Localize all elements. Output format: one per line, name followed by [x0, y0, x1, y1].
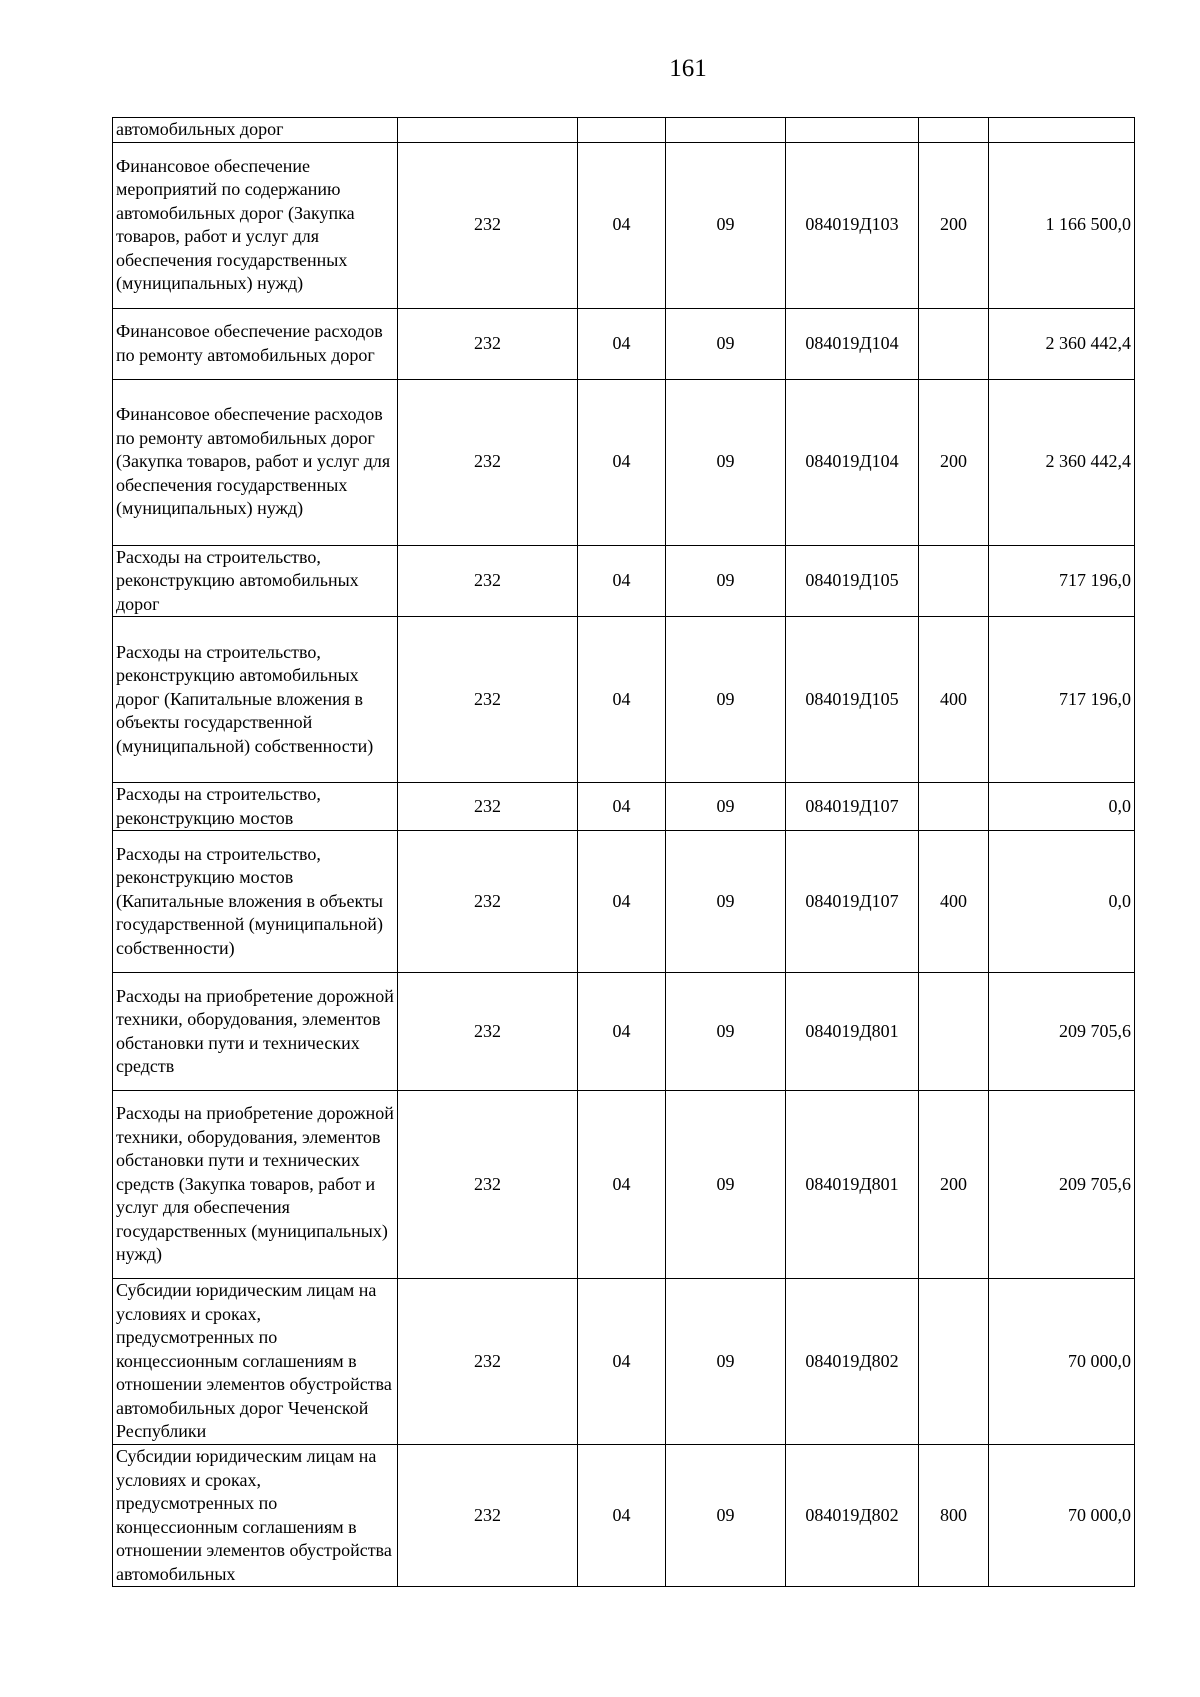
expense-type-cell: 400 [919, 831, 989, 973]
admin-code-cell: 232 [398, 308, 578, 379]
section-code-cell: 04 [578, 831, 666, 973]
amount-cell: 209 705,6 [989, 973, 1135, 1091]
target-article-cell: 084019Д104 [786, 308, 919, 379]
subsection-code-cell: 09 [666, 1445, 786, 1587]
expense-name-cell: Расходы на строительство, реконструкцию мостов (Капитальные вложения в объекты государственной (муниципальной) собственности) [113, 831, 398, 973]
table-row [113, 1091, 1135, 1279]
table-row [113, 1279, 1135, 1445]
expense-type-cell: 400 [919, 617, 989, 783]
subsection-code-cell [666, 118, 786, 143]
expense-type-cell: 200 [919, 142, 989, 308]
admin-code-cell: 232 [398, 831, 578, 973]
subsection-code-cell: 09 [666, 1091, 786, 1279]
section-code-cell: 04 [578, 1279, 666, 1445]
expense-name-cell: Субсидии юридическим лицам на условиях и сроках, предусмотренных по концессионным соглашениям в отношении элементов обустройства автомобильных [113, 1445, 398, 1587]
subsection-code-cell: 09 [666, 831, 786, 973]
expense-name-cell: Расходы на приобретение дорожной техники, оборудования, элементов обстановки пути и технических средств (Закупка товаров, работ и услуг для обеспечения государственных (муниципальных) нужд) [113, 1091, 398, 1279]
expense-name-cell: Финансовое обеспечение расходов по ремонту автомобильных дорог [113, 308, 398, 379]
section-code-cell [578, 118, 666, 143]
target-article-cell: 084019Д802 [786, 1445, 919, 1587]
expense-name-cell: Расходы на строительство, реконструкцию автомобильных дорог [113, 545, 398, 617]
expense-type-cell [919, 973, 989, 1091]
subsection-code-cell: 09 [666, 142, 786, 308]
expense-type-cell: 200 [919, 1091, 989, 1279]
amount-cell: 1 166 500,0 [989, 142, 1135, 308]
expense-type-cell [919, 118, 989, 143]
amount-cell: 0,0 [989, 783, 1135, 831]
admin-code-cell: 232 [398, 142, 578, 308]
expense-name-cell: Расходы на приобретение дорожной техники, оборудования, элементов обстановки пути и технических средств [113, 973, 398, 1091]
admin-code-cell: 232 [398, 783, 578, 831]
admin-code-cell: 232 [398, 617, 578, 783]
table-body [113, 118, 1135, 1587]
section-code-cell: 04 [578, 142, 666, 308]
target-article-cell: 084019Д801 [786, 973, 919, 1091]
amount-cell: 70 000,0 [989, 1445, 1135, 1587]
amount-cell: 70 000,0 [989, 1279, 1135, 1445]
target-article-cell: 084019Д802 [786, 1279, 919, 1445]
expense-name-cell: автомобильных дорог [113, 118, 398, 143]
amount-cell [989, 118, 1135, 143]
subsection-code-cell: 09 [666, 379, 786, 545]
table-row [113, 973, 1135, 1091]
section-code-cell: 04 [578, 379, 666, 545]
section-code-cell: 04 [578, 545, 666, 617]
expense-name-cell: Расходы на строительство, реконструкцию автомобильных дорог (Капитальные вложения в объекты государственной (муниципальной) собственности) [113, 617, 398, 783]
expense-name-cell: Субсидии юридическим лицам на условиях и сроках, предусмотренных по концессионным соглашениям в отношении элементов обустройства автомобильных дорог Чеченской Республики [113, 1279, 398, 1445]
admin-code-cell: 232 [398, 379, 578, 545]
admin-code-cell: 232 [398, 1445, 578, 1587]
expense-type-cell [919, 783, 989, 831]
table-row [113, 379, 1135, 545]
amount-cell: 2 360 442,4 [989, 379, 1135, 545]
subsection-code-cell: 09 [666, 617, 786, 783]
admin-code-cell: 232 [398, 545, 578, 617]
target-article-cell: 084019Д104 [786, 379, 919, 545]
table-row [113, 545, 1135, 617]
expense-name-cell: Финансовое обеспечение расходов по ремонту автомобильных дорог (Закупка товаров, работ и услуг для обеспечения государственных (муниципальных) нужд) [113, 379, 398, 545]
amount-cell: 717 196,0 [989, 617, 1135, 783]
table-row [113, 831, 1135, 973]
table-row [113, 1445, 1135, 1587]
expense-name-cell: Финансовое обеспечение мероприятий по содержанию автомобильных дорог (Закупка товаров, работ и услуг для обеспечения государственных (муниципальных) нужд) [113, 142, 398, 308]
target-article-cell: 084019Д105 [786, 545, 919, 617]
section-code-cell: 04 [578, 617, 666, 783]
target-article-cell: 084019Д105 [786, 617, 919, 783]
amount-cell: 717 196,0 [989, 545, 1135, 617]
section-code-cell: 04 [578, 1091, 666, 1279]
table-row [113, 118, 1135, 143]
expense-type-cell [919, 545, 989, 617]
budget-table [112, 117, 1135, 1587]
section-code-cell: 04 [578, 973, 666, 1091]
admin-code-cell: 232 [398, 1091, 578, 1279]
amount-cell: 209 705,6 [989, 1091, 1135, 1279]
section-code-cell: 04 [578, 783, 666, 831]
subsection-code-cell: 09 [666, 1279, 786, 1445]
expense-type-cell: 800 [919, 1445, 989, 1587]
table-row [113, 308, 1135, 379]
amount-cell: 2 360 442,4 [989, 308, 1135, 379]
expense-type-cell: 200 [919, 379, 989, 545]
admin-code-cell: 232 [398, 973, 578, 1091]
admin-code-cell: 232 [398, 1279, 578, 1445]
subsection-code-cell: 09 [666, 545, 786, 617]
expense-name-cell: Расходы на строительство, реконструкцию мостов [113, 783, 398, 831]
admin-code-cell [398, 118, 578, 143]
target-article-cell: 084019Д107 [786, 831, 919, 973]
target-article-cell: 084019Д801 [786, 1091, 919, 1279]
table-row [113, 617, 1135, 783]
subsection-code-cell: 09 [666, 783, 786, 831]
subsection-code-cell: 09 [666, 973, 786, 1091]
table-row [113, 142, 1135, 308]
section-code-cell: 04 [578, 308, 666, 379]
target-article-cell [786, 118, 919, 143]
table-row [113, 783, 1135, 831]
page-number: 161 [669, 55, 707, 82]
expense-type-cell [919, 1279, 989, 1445]
expense-type-cell [919, 308, 989, 379]
subsection-code-cell: 09 [666, 308, 786, 379]
target-article-cell: 084019Д107 [786, 783, 919, 831]
target-article-cell: 084019Д103 [786, 142, 919, 308]
amount-cell: 0,0 [989, 831, 1135, 973]
section-code-cell: 04 [578, 1445, 666, 1587]
